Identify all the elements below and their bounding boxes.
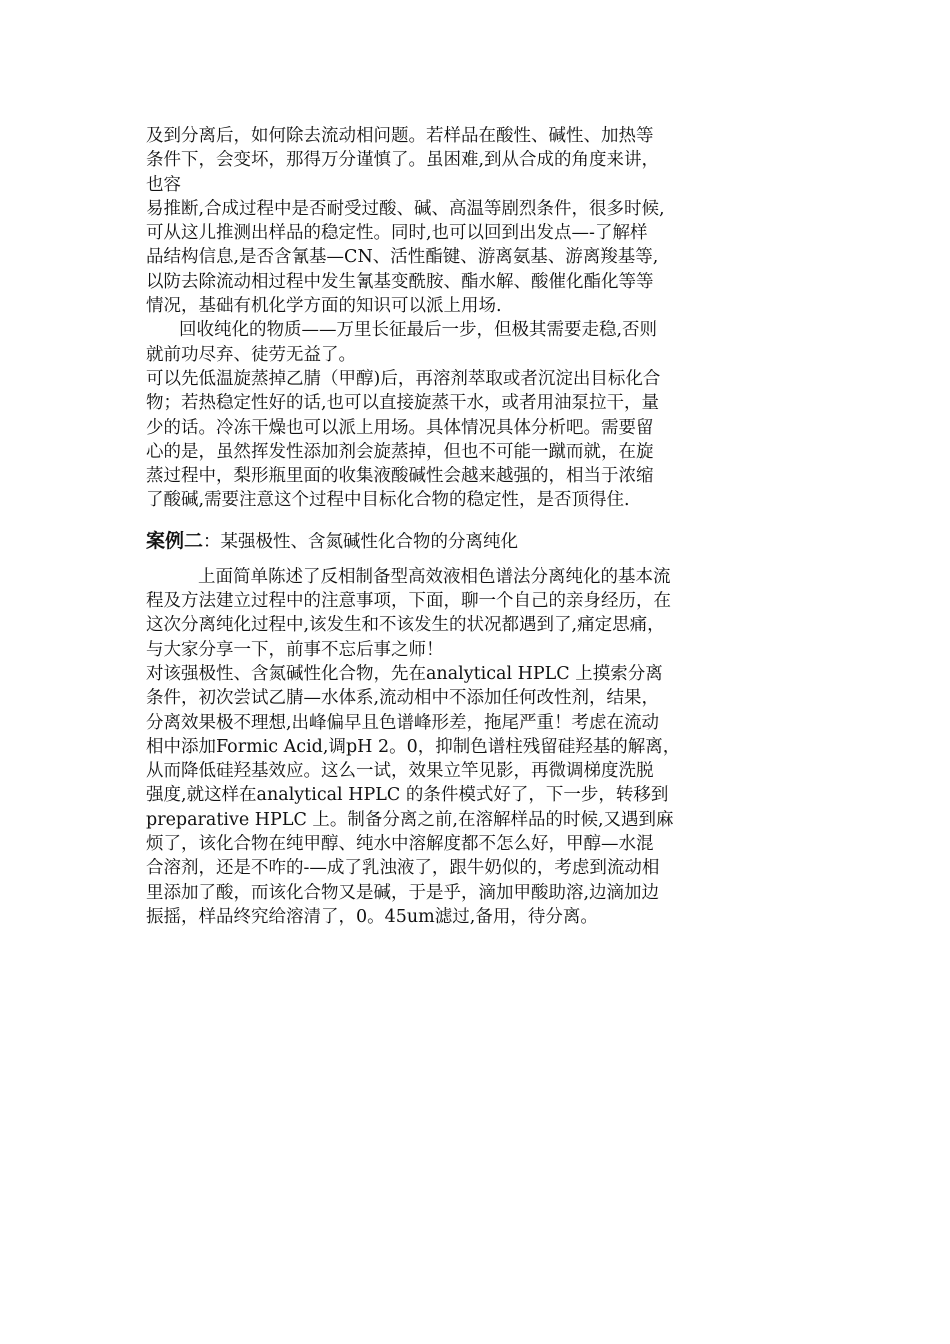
text-line: 上面简单陈述了反相制备型高效液相色谱法分离纯化的基本流 [198, 566, 671, 587]
text-line: 心的是，虽然挥发性添加剂会旋蒸掉，但也不可能一蹴而就，在旋 [146, 441, 654, 462]
text-line: 及到分离后，如何除去流动相问题。若样品在酸性、碱性、加热等 [146, 126, 654, 146]
text-line: 易推断,合成过程中是否耐受过酸、碱、高温等剧烈条件，很多时候, [146, 198, 665, 219]
text-line: 蒸过程中，梨形瓶里面的收集液酸碱性会越来越强的，相当于浓缩 [146, 466, 654, 487]
text-line: 从而降低硅羟基效应。这么一试，效果立竿见影，再微调梯度洗脱 [146, 761, 654, 782]
text-line: 烦了，该化合物在纯甲醇、纯水中溶解度都不怎么好，甲醇—水混 [146, 834, 654, 855]
paragraph-recovery [146, 318, 810, 512]
text-line: 少的话。冷冻干燥也可以派上用场。具体情况具体分析吧。需要留 [146, 417, 654, 438]
heading-title: ：某强极性、含氮碱性化合物的分离纯化 [203, 531, 519, 552]
text-line: 就前功尽弃、徒劳无益了。 [146, 344, 356, 365]
text-line: preparative HPLC 上。制备分离之前,在溶解样品的时候,又遇到麻 [146, 809, 674, 830]
text-line: 情况，基础有机化学方面的知识可以派上用场. [146, 296, 502, 317]
text-line: 合溶剂，还是不咋的-—成了乳浊液了，跟牛奶似的，考虑到流动相 [146, 858, 660, 879]
text-line: 程及方法建立过程中的注意事项，下面，聊一个自己的亲身经历，在 [146, 591, 671, 612]
text-line: 与大家分享一下，前事不忘后事之师！ [146, 639, 444, 660]
text-line: 条件，初次尝试乙腈—水体系,流动相中不添加任何改性剂，结果， [146, 688, 660, 709]
text-line: 振摇，样品终究给溶清了，0。45um滤过,备用，待分离。 [146, 906, 598, 927]
text-line: 回收纯化的物质——万里长征最后一步，但极其需要走稳,否则 [179, 320, 658, 341]
paragraph-stability [146, 124, 810, 318]
text-line: 以防去除流动相过程中发生氰基变酰胺、酯水解、酸催化酯化等等 [146, 271, 654, 292]
text-line: 可以先低温旋蒸掉乙腈（甲醇)后，再溶剂萃取或者沉淀出目标化合 [146, 368, 661, 389]
text-line: 这次分离纯化过程中,该发生和不该发生的状况都遇到了,痛定思痛， [146, 615, 665, 636]
paragraph-case-two [146, 565, 810, 929]
document-page [146, 124, 810, 929]
text-line: 条件下，会变坏，那得万分谨慎了。虽困难,到从合成的角度来讲， [146, 150, 660, 171]
text-line: 品结构信息,是否含氰基—CN、活性酯键、游离氨基、游离羧基等, [146, 247, 659, 268]
text-line: 物；若热稳定性好的话,也可以直接旋蒸干水，或者用油泵拉干，量 [146, 393, 660, 414]
text-line: 可从这儿推测出样品的稳定性。同时,也可以回到出发点—-了解样 [146, 223, 648, 244]
text-line: 强度,就这样在analytical HPLC 的条件模式好了，下一步，转移到 [146, 785, 669, 806]
text-line: 相中添加Formic Acid,调pH 2。0，抑制色谱柱残留硅羟基的解离， [146, 736, 681, 757]
text-line: 了酸碱,需要注意这个过程中目标化合物的稳定性，是否顶得住. [146, 490, 630, 511]
text-line: 也容 [146, 174, 181, 195]
heading-label: 案例二 [146, 529, 204, 552]
section-heading [146, 526, 810, 557]
text-line: 里添加了酸，而该化合物又是碱，于是乎，滴加甲酸助溶,边滴加边 [146, 882, 660, 903]
text-line: 对该强极性、含氮碱性化合物，先在analytical HPLC 上摸索分离 [146, 663, 663, 684]
text-line: 分离效果极不理想,出峰偏早且色谱峰形差，拖尾严重！考虑在流动 [146, 712, 660, 733]
